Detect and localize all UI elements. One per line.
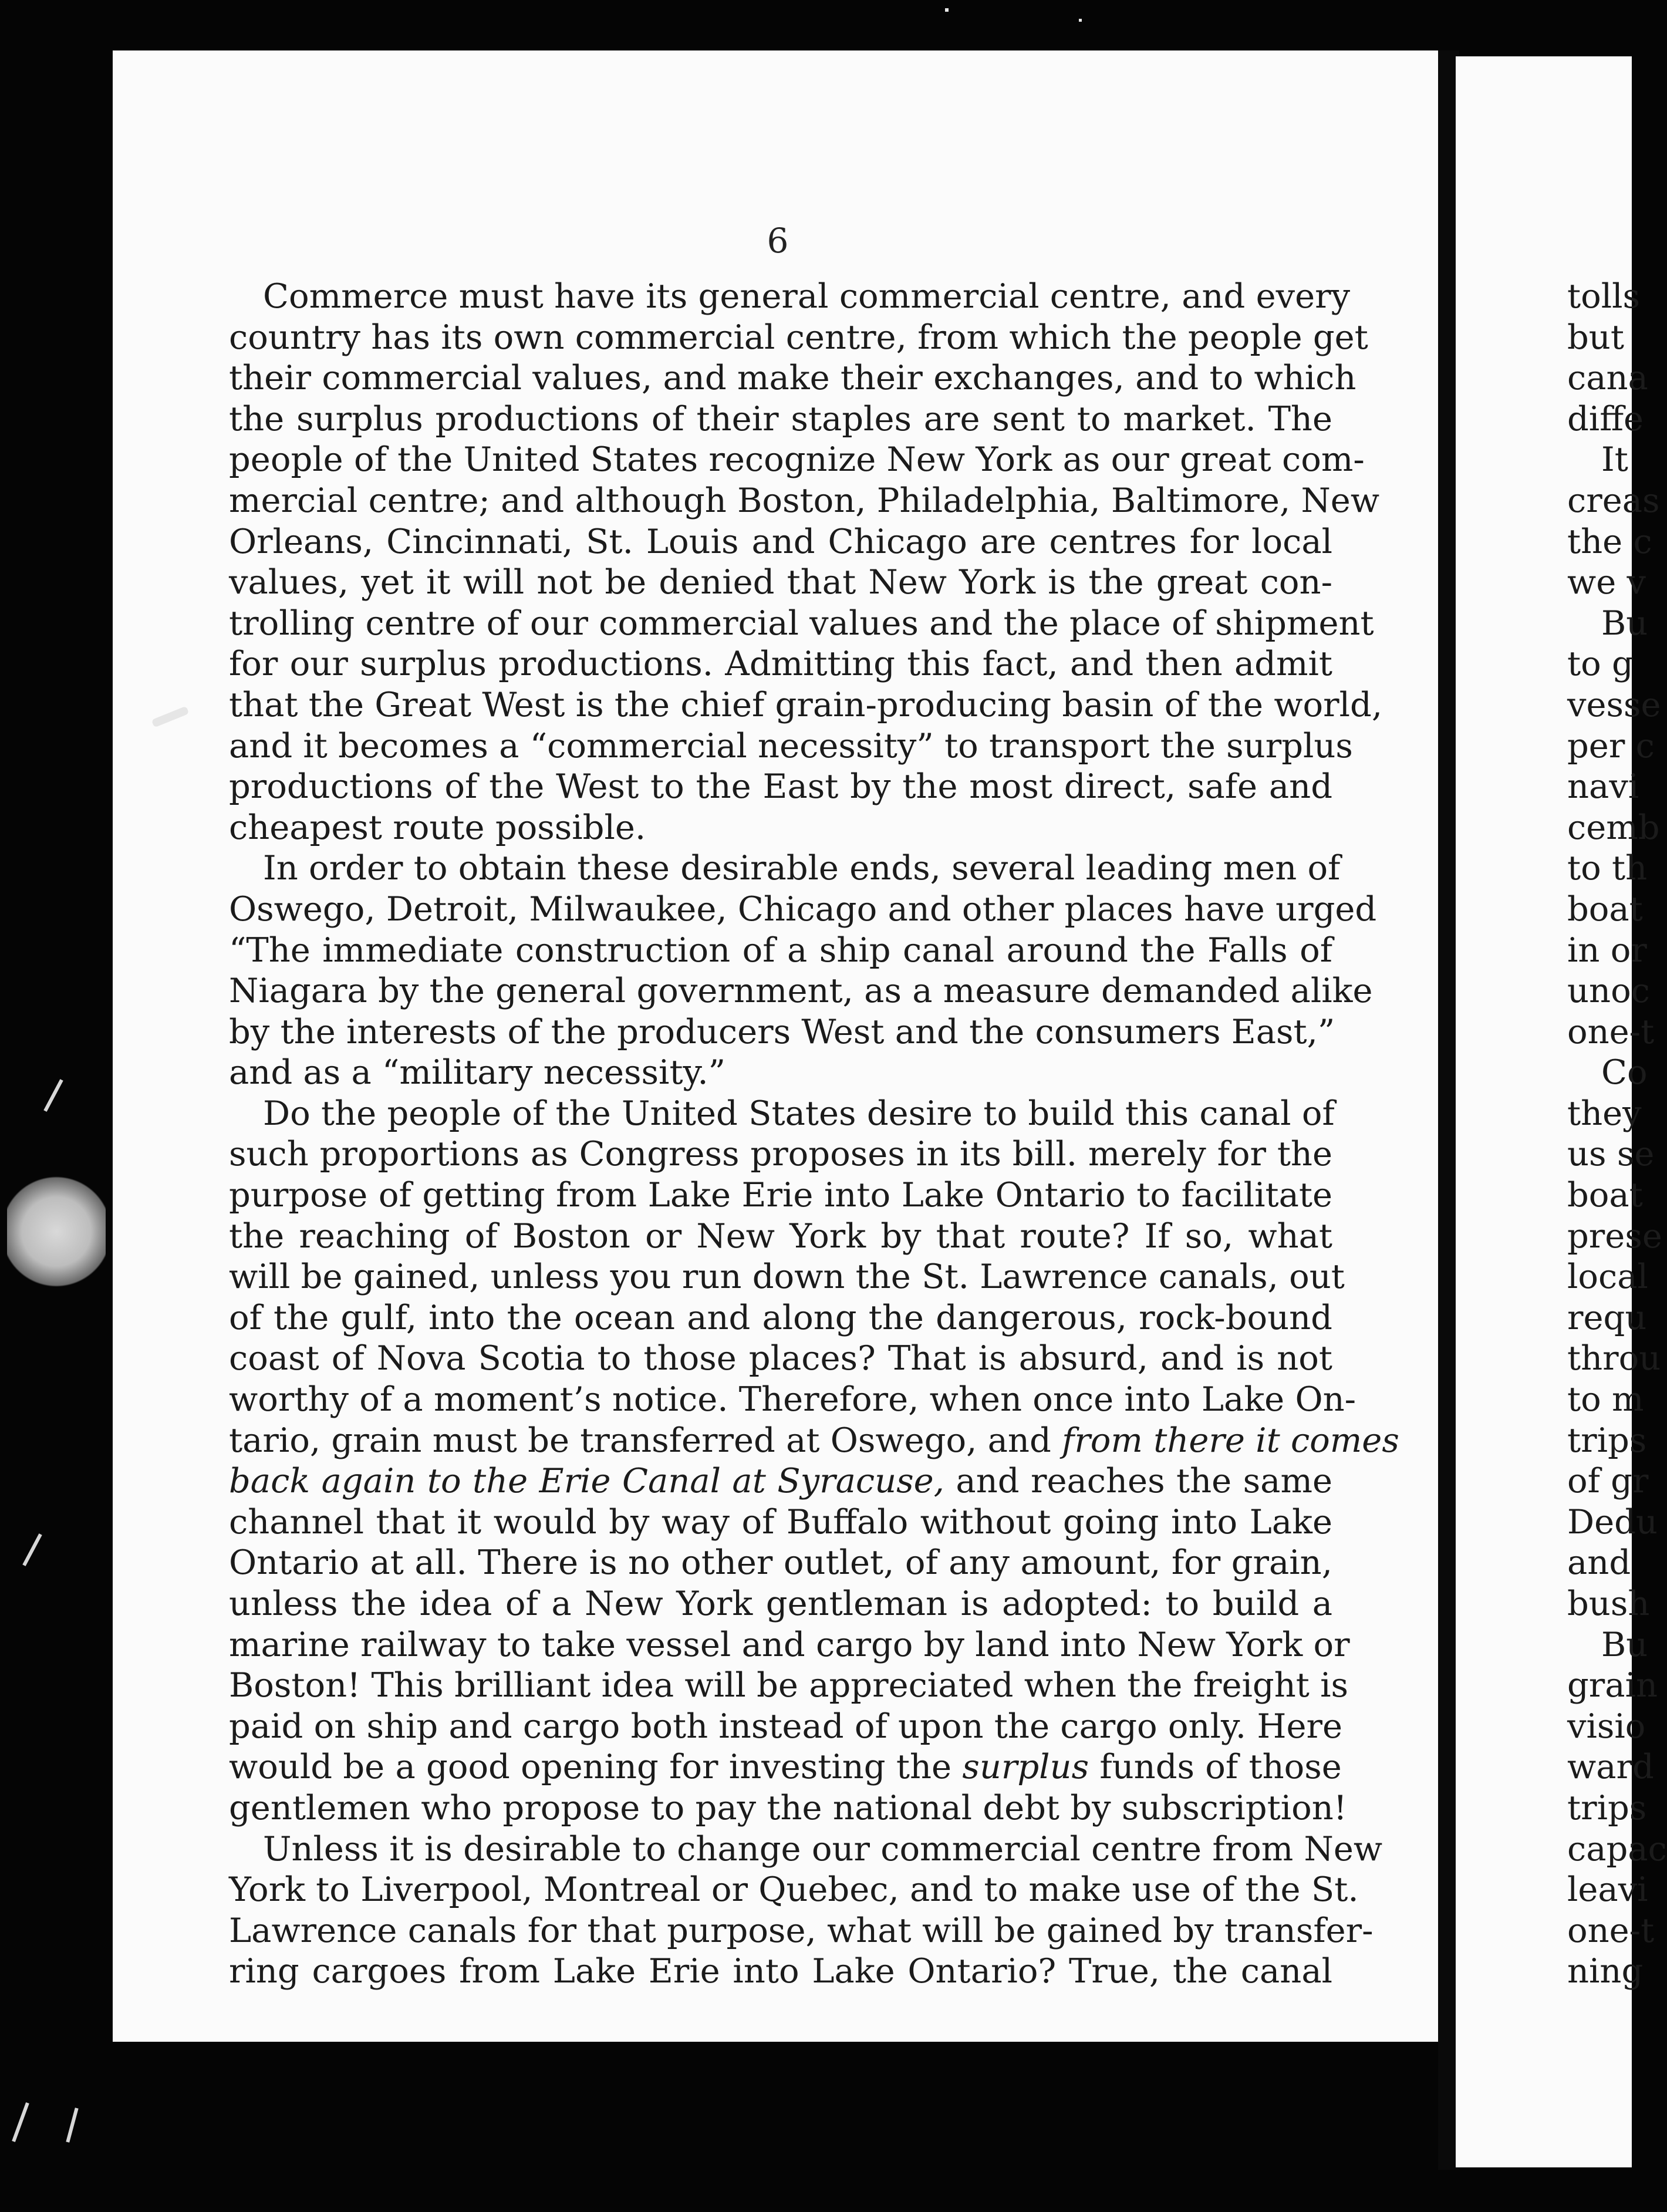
text-line: the reaching of Boston or New York by that route? If so, what — [229, 1216, 1332, 1256]
text-line: paid on ship and cargo both instead of upon the cargo only. Here — [229, 1706, 1343, 1746]
right-text-fragment: to th — [1567, 848, 1648, 888]
right-text-fragment: bush — [1567, 1584, 1650, 1623]
right-text-fragment: navi — [1567, 767, 1639, 807]
text-line: Boston! This brilliant idea will be appreciated when the freight is — [229, 1665, 1349, 1705]
scan-mark — [22, 1533, 42, 1566]
text-line: and it becomes a “commercial necessity” to transport the surplus — [229, 726, 1353, 766]
text-line: tario, grain must be transferred at Oswego, and from there it comes — [229, 1420, 1399, 1460]
text-line: Do the people of the United States desire to build this canal of — [263, 1093, 1335, 1133]
right-text-fragment: visio — [1567, 1706, 1646, 1746]
text-line: “The immediate construction of a ship canal around the Falls of — [229, 930, 1332, 970]
right-text-fragment: one-t — [1567, 1910, 1655, 1950]
text-line: the surplus productions of their staples are sent to market. The — [229, 399, 1332, 439]
page-number: 6 — [767, 221, 789, 261]
text-line: back again to the Erie Canal at Syracuse, and reaches the same — [229, 1461, 1332, 1501]
right-text-fragment: boat — [1567, 889, 1643, 929]
right-text-fragment: but — [1567, 317, 1624, 357]
right-text-fragment: boat — [1567, 1175, 1643, 1215]
right-text-fragment: Dedu — [1567, 1502, 1658, 1542]
text-line: and as a “military necessity.” — [229, 1053, 726, 1092]
right-text-fragment: ward — [1567, 1747, 1654, 1787]
right-text-fragment: requ — [1567, 1297, 1647, 1337]
text-line: will be gained, unless you run down the St. Lawrence canals, out — [229, 1257, 1345, 1297]
right-text-fragment: throu — [1567, 1338, 1661, 1378]
right-text-fragment: to g — [1567, 644, 1634, 684]
text-line: Ontario at all. There is no other outlet, of any amount, for grain, — [229, 1543, 1332, 1583]
right-text-fragment: vesse — [1567, 684, 1661, 724]
text-line: In order to obtain these desirable ends, several leading men of — [263, 848, 1341, 888]
text-line: coast of Nova Scotia to those places? That is absurd, and is not — [229, 1338, 1332, 1378]
text-line: trolling centre of our commercial values and the place of shipment — [229, 603, 1374, 643]
text-line: country has its own commercial centre, from which the people get — [229, 317, 1368, 357]
text-line: ring cargoes from Lake Erie into Lake Ontario? True, the canal — [229, 1951, 1332, 1991]
right-text-fragment: to m — [1567, 1380, 1644, 1419]
right-text-fragment: of gr — [1567, 1461, 1649, 1501]
right-text-fragment: grain — [1567, 1665, 1658, 1705]
text-line: productions of the West to the East by the most direct, safe and — [229, 767, 1332, 807]
right-text-fragment: unoc — [1567, 971, 1650, 1011]
text-line: their commercial values, and make their exchanges, and to which — [229, 358, 1356, 398]
text-line: values, yet it will not be denied that New York is the great con- — [229, 562, 1332, 602]
text-line: Lawrence canals for that purpose, what will be gained by transfer- — [229, 1910, 1374, 1950]
scan-mark — [12, 2102, 29, 2142]
right-text-fragment: Bu — [1601, 603, 1648, 643]
text-line: Orleans, Cincinnati, St. Louis and Chicago are centres for local — [229, 521, 1332, 561]
text-line: Commerce must have its general commercial centre, and every — [263, 276, 1351, 316]
right-text-fragment: ning — [1567, 1951, 1644, 1991]
text-line: of the gulf, into the ocean and along the dangerous, rock-bound — [229, 1297, 1332, 1337]
text-line: channel that it would by way of Buffalo without going into Lake — [229, 1502, 1332, 1542]
scan-speck — [1079, 19, 1082, 22]
scan-mark — [43, 1079, 63, 1112]
text-line: Oswego, Detroit, Milwaukee, Chicago and other places have urged — [229, 889, 1377, 929]
text-line: cheapest route possible. — [229, 807, 646, 847]
text-line: that the Great West is the chief grain-producing basin of the world, — [229, 684, 1383, 724]
italic-phrase: from there it comes — [1062, 1420, 1399, 1460]
right-text-fragment: and — [1567, 1543, 1631, 1583]
right-page-fragments — [1567, 276, 1667, 1992]
right-text-fragment: trips — [1567, 1788, 1647, 1827]
italic-phrase: surplus — [962, 1747, 1089, 1787]
right-text-fragment: capac — [1567, 1829, 1667, 1869]
text-line: for our surplus productions. Admitting this fact, and then admit — [229, 644, 1332, 684]
right-text-fragment: us se — [1567, 1134, 1655, 1174]
right-text-fragment: leavi — [1567, 1870, 1648, 1910]
right-text-fragment: the c — [1567, 521, 1652, 561]
scan-mark — [66, 2108, 78, 2143]
right-text-fragment: It — [1601, 440, 1628, 480]
text-line: Niagara by the general government, as a measure demanded alike — [229, 971, 1373, 1011]
text-line: gentlemen who propose to pay the national debt by subscription! — [229, 1788, 1347, 1827]
text-line: people of the United States recognize New York as our great com- — [229, 440, 1365, 480]
right-text-fragment: per c — [1567, 726, 1655, 766]
scan-speck — [945, 8, 949, 12]
right-text-fragment: Bu — [1601, 1624, 1648, 1664]
right-text-fragment: we v — [1567, 562, 1646, 602]
right-text-fragment: cana — [1567, 358, 1648, 398]
right-text-fragment: they — [1567, 1093, 1642, 1133]
italic-phrase: back again to the Erie Canal at Syracuse, — [229, 1461, 944, 1501]
text-line: would be a good opening for investing the surplus funds of those — [229, 1747, 1342, 1787]
text-line: purpose of getting from Lake Erie into Lake Ontario to facilitate — [229, 1175, 1332, 1215]
text-line: such proportions as Congress proposes in its bill. merely for the — [229, 1134, 1332, 1174]
text-line: mercial centre; and although Boston, Philadelphia, Baltimore, New — [229, 480, 1380, 520]
right-text-fragment: one-t — [1567, 1011, 1655, 1051]
text-line: York to Liverpool, Montreal or Quebec, and to make use of the St. — [229, 1870, 1359, 1910]
right-text-fragment: tolls — [1567, 276, 1641, 316]
right-text-fragment: cemb — [1567, 807, 1660, 847]
text-line: worthy of a moment’s notice. Therefore, when once into Lake On- — [229, 1380, 1356, 1419]
main-body-text — [229, 276, 1399, 1992]
right-text-fragment: diffe — [1567, 399, 1644, 439]
text-line: marine railway to take vessel and cargo by land into New York or — [229, 1624, 1350, 1664]
scan-smudge — [7, 1173, 106, 1290]
text-line: Unless it is desirable to change our commercial centre from New — [263, 1829, 1383, 1869]
right-text-fragment: trips — [1567, 1420, 1647, 1460]
right-text-fragment: in or — [1567, 930, 1647, 970]
text-line: unless the idea of a New York gentleman is adopted: to build a — [229, 1584, 1332, 1623]
text-line: by the interests of the producers West and the consumers East,” — [229, 1011, 1335, 1051]
right-text-fragment: local — [1567, 1257, 1648, 1297]
right-text-fragment: creas — [1567, 480, 1660, 520]
right-text-fragment: prese — [1567, 1216, 1662, 1256]
right-text-fragment: Co — [1601, 1053, 1648, 1092]
